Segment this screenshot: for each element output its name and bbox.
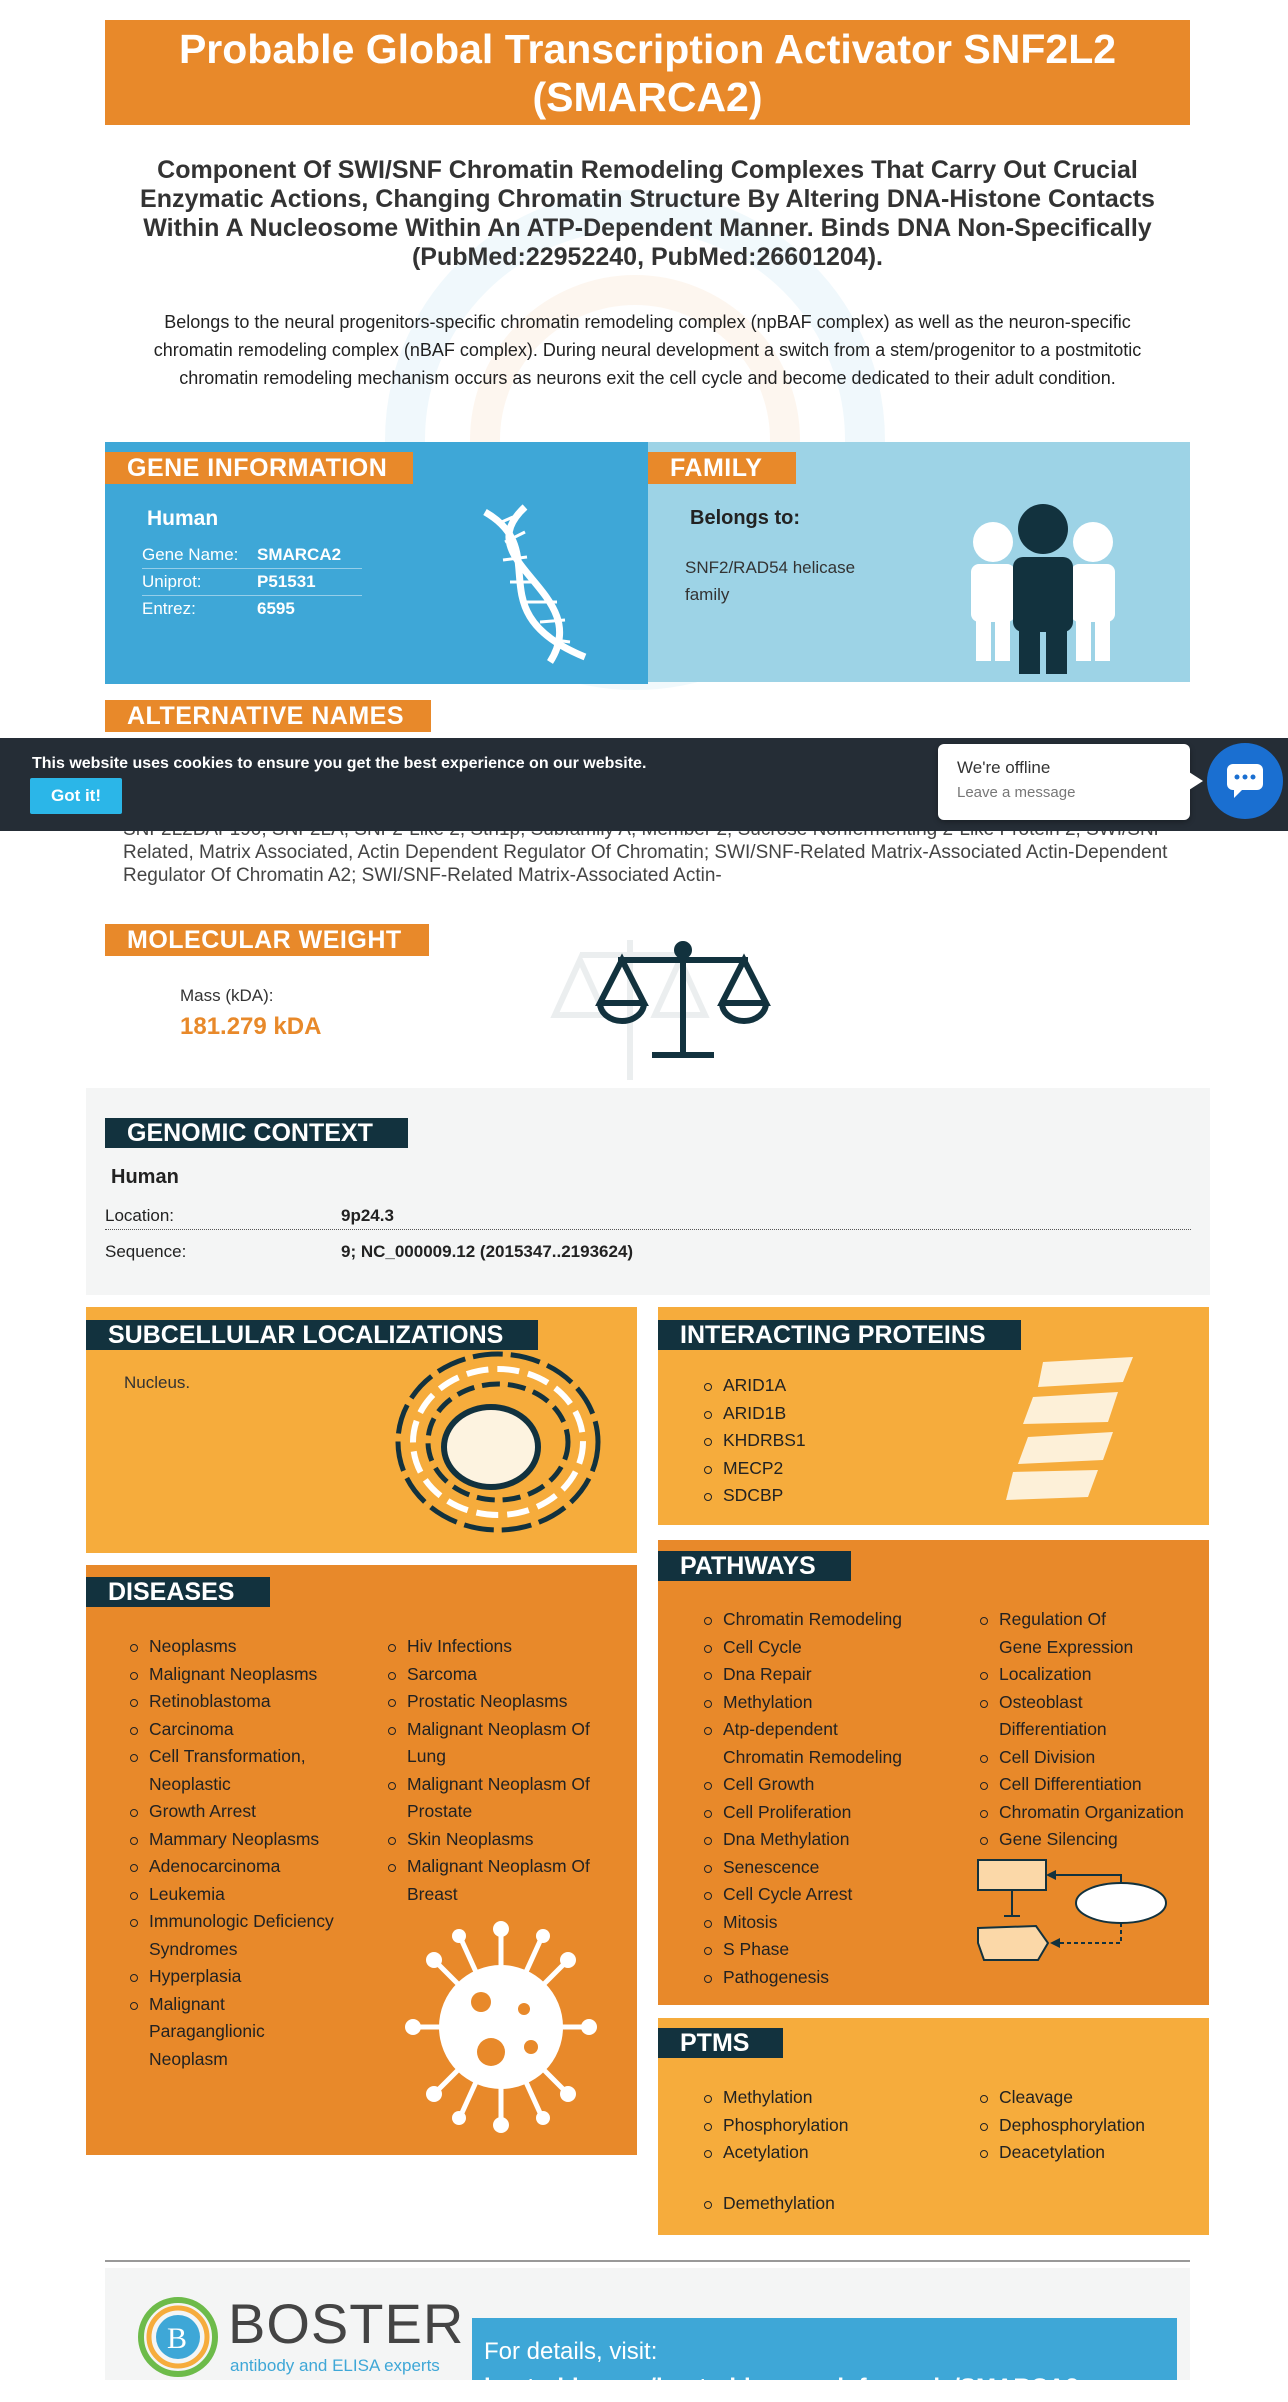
- list-item: KHDRBS1: [700, 1427, 806, 1455]
- list-item: Prostatic Neoplasms: [384, 1688, 604, 1716]
- subcellular-heading: SUBCELLULAR LOCALIZATIONS: [86, 1320, 538, 1350]
- location-value: 9p24.3: [341, 1206, 394, 1225]
- list-item: Chromatin Organization: [976, 1799, 1201, 1827]
- gene-information-panel: [105, 442, 648, 684]
- diseases-list-col1: [126, 1633, 336, 2073]
- list-item: Malignant Neoplasm Of Breast: [384, 1853, 604, 1908]
- list-item: ARID1A: [700, 1372, 806, 1400]
- list-item: Dephosphorylation: [976, 2112, 1201, 2140]
- sequence-label: Sequence:: [105, 1242, 187, 1261]
- list-item: Atp-dependent Chromatin Remodeling: [700, 1716, 910, 1771]
- virus-icon: [406, 1917, 596, 2137]
- list-item: Dna Repair: [700, 1661, 940, 1689]
- list-item: Phosphorylation: [700, 2112, 940, 2140]
- list-item: S Phase: [700, 1936, 940, 1964]
- gene-row: [142, 596, 362, 622]
- diseases-panel: [86, 1565, 637, 2155]
- gene-row-value: SMARCA2: [257, 545, 342, 564]
- pathways-panel: [658, 1540, 1209, 2005]
- list-item: Mammary Neoplasms: [126, 1826, 336, 1854]
- list-item: Gene Silencing: [976, 1826, 1201, 1854]
- list-item: Localization: [976, 1661, 1201, 1689]
- list-item: Chromatin Remodeling: [700, 1606, 940, 1634]
- genomic-species: Human: [111, 1166, 179, 1188]
- sequence-value: 9; NC_000009.12 (2015347..2193624): [341, 1242, 634, 1261]
- list-item: Deacetylation: [976, 2139, 1201, 2167]
- gene-table: [142, 542, 362, 622]
- gene-row-key: Gene Name:: [142, 545, 239, 564]
- gene-row-key: Entrez:: [142, 599, 196, 618]
- interacting-proteins-heading: INTERACTING PROTEINS: [658, 1320, 1021, 1350]
- list-item: Hiv Infections: [384, 1633, 604, 1661]
- list-item: Malignant Neoplasms: [126, 1661, 336, 1689]
- chat-card-pointer: [1189, 772, 1209, 792]
- list-item: Malignant Neoplasm Of Prostate: [384, 1771, 604, 1826]
- cell-nucleus-icon: [391, 1347, 606, 1537]
- ptms-list-col2: [976, 2084, 1201, 2167]
- interacting-proteins-list: [700, 1372, 806, 1510]
- list-item: Leukemia: [126, 1881, 336, 1909]
- ptms-heading: PTMS: [658, 2028, 783, 2058]
- list-item: Acetylation: [700, 2139, 940, 2167]
- mass-label: Mass (kDA):: [180, 986, 274, 1005]
- list-item: Skin Neoplasms: [384, 1826, 604, 1854]
- gene-row-key: Uniprot:: [142, 572, 202, 591]
- chat-prompt: Leave a message: [957, 784, 1076, 801]
- pathways-list-col1: [700, 1606, 940, 1991]
- gene-row: [142, 569, 362, 596]
- list-item: MECP2: [700, 1455, 806, 1483]
- family-panel: [648, 442, 1190, 682]
- subcellular-value: Nucleus.: [124, 1373, 191, 1392]
- balance-scale-icon: [540, 935, 780, 1090]
- list-item: Methylation: [700, 1689, 940, 1717]
- gene-information-heading: GENE INFORMATION: [105, 452, 413, 484]
- list-item: Cleavage: [976, 2084, 1201, 2112]
- details-link[interactable]: bosterbio.com/bosterbio-gene-info-cards/SMARCA2: [484, 2374, 1079, 2401]
- dna-helix-icon: [465, 502, 615, 667]
- list-item: Mitosis: [700, 1909, 940, 1937]
- list-item: Cell Proliferation: [700, 1799, 940, 1827]
- diseases-list-col2: [384, 1633, 604, 1908]
- list-item: Demethylation: [700, 2190, 940, 2218]
- chat-widget-card[interactable]: [938, 744, 1190, 820]
- chat-status: We're offline: [957, 758, 1051, 777]
- footer: [105, 2268, 1190, 2401]
- ptms-panel: [658, 2018, 1209, 2235]
- pathways-heading: PATHWAYS: [658, 1551, 851, 1581]
- list-item: Neoplasms: [126, 1633, 336, 1661]
- list-item: Retinoblastoma: [126, 1688, 336, 1716]
- family-belongs-label: Belongs to:: [690, 507, 800, 529]
- list-item: Cell Transformation, Neoplastic: [126, 1743, 336, 1798]
- alternative-names-text: Related, Matrix Associated, Actin Dependent Regulator Of Chromatin; SWI/SNF-Related Matrix-Associated Actin-Dependent Regulator Of Chromatin A2; SWI/SNF-Related Matrix-Associated Actin-: [123, 842, 1168, 886]
- gene-row-value: P51531: [257, 572, 316, 591]
- list-item: Malignant Neoplasm Of Lung: [384, 1716, 604, 1771]
- pathway-diagram-icon: [976, 1858, 1176, 1968]
- list-item: Senescence: [700, 1854, 940, 1882]
- boster-logo-icon: [137, 2294, 219, 2380]
- list-item: Regulation Of Gene Expression: [976, 1606, 1151, 1661]
- boster-brand: BOSTER: [228, 2292, 465, 2355]
- family-value: SNF2/RAD54 helicase family: [685, 558, 856, 604]
- gene-species: Human: [147, 507, 219, 530]
- list-item: Cell Differentiation: [976, 1771, 1201, 1799]
- molecular-weight-heading: MOLECULAR WEIGHT: [105, 924, 429, 956]
- location-label: Location:: [105, 1206, 174, 1225]
- location-row: [105, 1206, 1191, 1230]
- list-item: Hyperplasia: [126, 1963, 336, 1991]
- description: Belongs to the neural progenitors-specific chromatin remodeling complex (npBAF complex) as well as the neuron-specific chromatin remodeling complex (nBAF complex). During neural development a switch from a stem/progenitor to a postmitotic chromatin remodeling mechanism occurs as neurons exit the cell cycle and become dedicated to their adult condition.: [153, 312, 1142, 388]
- list-item: ARID1B: [700, 1400, 806, 1428]
- genomic-context-heading: GENOMIC CONTEXT: [105, 1118, 408, 1148]
- list-item: Adenocarcinoma: [126, 1853, 336, 1881]
- genomic-context-panel: [86, 1088, 1210, 1295]
- footer-divider: [105, 2260, 1190, 2262]
- boster-tagline: antibody and ELISA experts: [230, 2356, 440, 2375]
- chat-launcher-button[interactable]: [1207, 743, 1283, 819]
- subcellular-panel: [86, 1307, 637, 1553]
- pathways-list-col2: [976, 1606, 1201, 1854]
- list-item: Dna Methylation: [700, 1826, 940, 1854]
- list-item: SDCBP: [700, 1482, 806, 1510]
- list-item: Malignant Paraganglionic Neoplasm: [126, 1991, 276, 2074]
- alternative-names-heading: ALTERNATIVE NAMES: [105, 700, 431, 732]
- list-item: Methylation: [700, 2084, 940, 2112]
- details-label: For details, visit:: [484, 2338, 658, 2365]
- mass-value: 181.279 kDA: [180, 1013, 322, 1040]
- list-item: Cell Cycle: [700, 1634, 940, 1662]
- list-item: Sarcoma: [384, 1661, 604, 1689]
- chat-bubble-icon: [1226, 763, 1264, 799]
- people-group-icon: [968, 504, 1118, 674]
- list-item: Cell Growth: [700, 1771, 940, 1799]
- page-title: Probable Global Transcription Activator SNF2L2 (SMARCA2): [105, 20, 1190, 125]
- sequence-row: [105, 1242, 1191, 1266]
- list-item: Cell Division: [976, 1744, 1201, 1772]
- function-summary: Component Of SWI/SNF Chromatin Remodeling Complexes That Carry Out Crucial Enzymatic Actions, Changing Chromatin Structure By Altering DNA-Histone Contacts Within A Nucleosome Within An ATP-Dependent Manner. Binds DNA Non-Specifically (PubMed:22952240, PubMed:26601204).: [140, 156, 1155, 271]
- details-box: [472, 2318, 1177, 2401]
- ptms-list-col1: [700, 2084, 940, 2167]
- cookie-message: This website uses cookies to ensure you get the best experience on our website.: [32, 755, 647, 772]
- svg-text:B: B: [167, 2322, 188, 2355]
- list-item: Growth Arrest: [126, 1798, 336, 1826]
- ptms-list-extra: [700, 2190, 940, 2218]
- diseases-heading: DISEASES: [86, 1577, 270, 1607]
- list-item: Osteoblast Differentiation: [976, 1689, 1151, 1744]
- gene-row-value: 6595: [257, 599, 295, 618]
- list-item: Pathogenesis: [700, 1964, 940, 1992]
- cookie-accept-button[interactable]: Got it!: [30, 778, 122, 814]
- list-item: Carcinoma: [126, 1716, 336, 1744]
- protein-ribbon-icon: [1003, 1352, 1143, 1502]
- gene-row: [142, 542, 362, 569]
- list-item: Cell Cycle Arrest: [700, 1881, 940, 1909]
- interacting-proteins-panel: [658, 1307, 1209, 1525]
- list-item: Immunologic Deficiency Syndromes: [126, 1908, 336, 1963]
- family-heading: FAMILY: [648, 452, 796, 484]
